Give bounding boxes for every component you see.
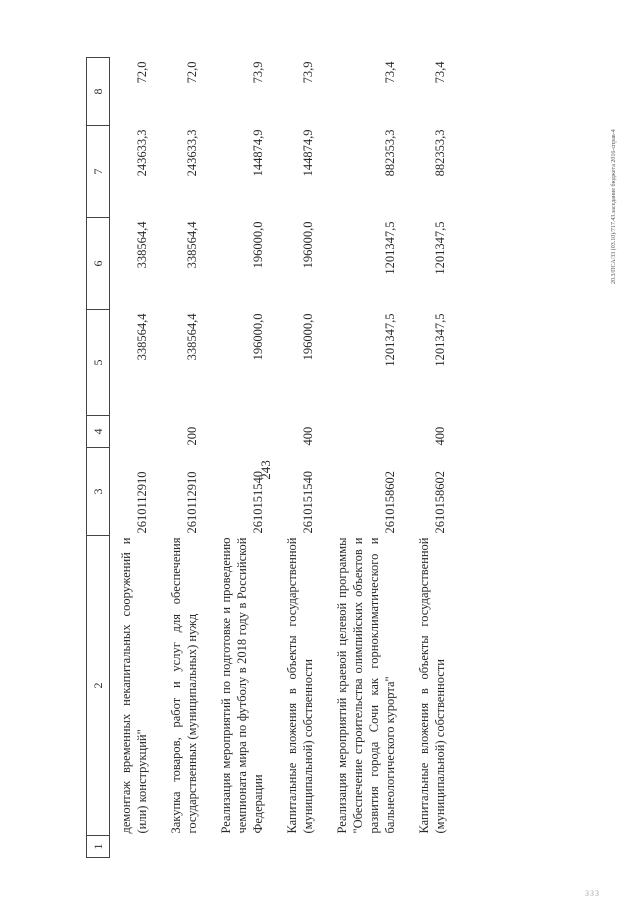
row-code: 2610158602 [433, 471, 447, 534]
row-percent: 73,9 [251, 61, 265, 84]
row-executed: 144874,9 [301, 129, 315, 177]
table-body [110, 58, 459, 858]
row-code: 2610151540 [301, 471, 315, 534]
row-vr: 400 [301, 426, 315, 446]
row-executed: 243633,3 [185, 129, 199, 177]
row-percent: 72,0 [135, 61, 149, 84]
row-adjusted: 196000,0 [301, 221, 315, 269]
col-header-6: 6 [87, 218, 110, 310]
row-plan: 196000,0 [301, 313, 315, 361]
col-header-2: 2 [87, 536, 110, 836]
row-code: 2610112910 [185, 471, 199, 534]
row-plan: 1201347,5 [383, 313, 397, 367]
budget-table-rotated [86, 58, 598, 858]
header-row [87, 58, 110, 858]
row-adjusted: 1201347,5 [433, 221, 447, 275]
row-name: Реализация мероприятий по подготовке и проведению чемпионата мира по футболу в 2018 году в Российской Федерации [219, 537, 265, 834]
row-adjusted: 1201347,5 [383, 221, 397, 275]
row-vr: 400 [433, 426, 447, 446]
row-percent: 73,4 [383, 61, 397, 84]
row-executed: 882353,3 [433, 129, 447, 177]
col-header-1: 1 [87, 836, 110, 858]
budget-table [86, 57, 458, 858]
table-row [408, 58, 458, 858]
table-row [210, 58, 276, 858]
row-index-cell [210, 836, 276, 858]
row-code: 2610158602 [383, 471, 397, 534]
row-name: Капитальные вложения в объекты государственной (муниципальной) собственности [417, 537, 447, 834]
row-plan: 338564,4 [185, 313, 199, 361]
row-index-cell [160, 836, 210, 858]
table-row [326, 58, 408, 858]
table-row [160, 58, 210, 858]
row-vr: 200 [185, 426, 199, 446]
row-name: демонтаж временных некапитальных сооружений и (или) конструкций" [119, 537, 149, 834]
col-header-3: 3 [87, 448, 110, 536]
row-adjusted: 196000,0 [251, 221, 265, 269]
row-percent: 72,0 [185, 61, 199, 84]
row-executed: 144874,9 [251, 129, 265, 177]
row-percent: 73,9 [301, 61, 315, 84]
row-index-cell [326, 836, 408, 858]
row-name: Закупка товаров, работ и услуг для обеспечения государственных (муниципальных) нужд [169, 537, 199, 834]
row-index-cell [276, 836, 326, 858]
row-plan: 1201347,5 [433, 313, 447, 367]
row-executed: 243633,3 [135, 129, 149, 177]
row-name: Капитальные вложения в объекты государственной (муниципальной) собственности [285, 537, 315, 834]
row-name: Реализация мероприятий краевой целевой программы "Обеспечение строительства олимпийских объектов и развития города Сочи как горноклиматического и бальнеологического курорта" [335, 537, 397, 834]
table-row [110, 58, 161, 858]
row-executed: 882353,3 [383, 129, 397, 177]
row-plan: 196000,0 [251, 313, 265, 361]
row-index-cell [110, 836, 161, 858]
page-number: 243 [257, 460, 273, 480]
row-adjusted: 338564,4 [185, 221, 199, 269]
col-header-5: 5 [87, 310, 110, 416]
row-code: 2610151540 [251, 471, 265, 534]
row-vr [326, 416, 408, 448]
row-code: 2610112910 [135, 471, 149, 534]
table-row [276, 58, 326, 858]
col-header-7: 7 [87, 126, 110, 218]
row-vr [210, 416, 276, 448]
row-vr [110, 416, 161, 448]
row-index-cell [408, 836, 458, 858]
row-plan: 338564,4 [135, 313, 149, 361]
corner-mark: ЗЗЗ [585, 889, 601, 898]
footer-path: 20.3/ПСА/33 (03.10)/717.43.заседание бюджета 2016-справ-4 [611, 129, 617, 284]
col-header-4: 4 [87, 416, 110, 448]
row-percent: 73,4 [433, 61, 447, 84]
col-header-8: 8 [87, 58, 110, 126]
row-adjusted: 338564,4 [135, 221, 149, 269]
